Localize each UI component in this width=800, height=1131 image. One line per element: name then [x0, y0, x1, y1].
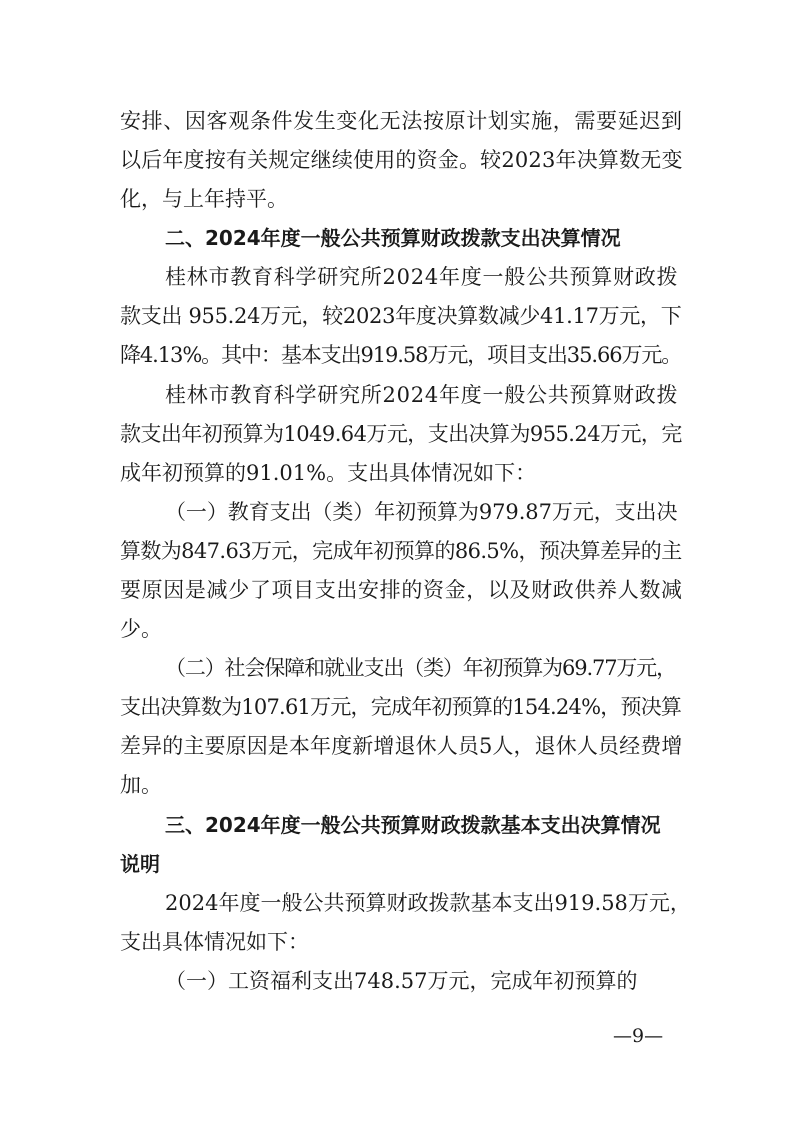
section-heading-2: 二、2024年度一般公共预算财政拨款支出决算情况: [165, 226, 621, 250]
paragraph-line: 少。: [120, 617, 162, 641]
paragraph-line: （一）工资福利支出748.57万元，完成年初预算的: [165, 969, 638, 993]
paragraph-line: 支出决算数为107.61万元，完成年初预算的154.24%，预决算: [120, 695, 682, 719]
section-heading-3: 三、2024年度一般公共预算财政拨款基本支出决算情况: [165, 813, 661, 837]
paragraph-line: （一）教育支出（类）年初预算为979.87万元，支出决: [165, 500, 678, 524]
paragraph-line: 差异的主要原因是本年度新增退休人员5人，退休人员经费增: [120, 734, 683, 758]
paragraph-line: 算数为847.63万元，完成年初预算的86.5%，预决算差异的主: [120, 539, 682, 563]
paragraph-line: 款支出 955.24万元，较2023年度决算数减少41.17万元，下: [120, 304, 682, 328]
paragraph-line: 要原因是减少了项目支出安排的资金，以及财政供养人数减: [120, 578, 683, 602]
section-heading-3-continued: 说明: [120, 852, 160, 876]
paragraph-line: 成年初预算的91.01%。支出具体情况如下：: [120, 461, 537, 485]
paragraph-line: 桂林市教育科学研究所2024年度一般公共预算财政拨: [165, 383, 679, 407]
paragraph-line: （二）社会保障和就业支出（类）年初预算为69.77万元，: [165, 656, 676, 680]
paragraph-line: 以后年度按有关规定继续使用的资金。较2023年决算数无变: [120, 148, 683, 172]
paragraph-line: 安排、因客观条件发生变化无法按原计划实施，需要延迟到: [120, 109, 683, 133]
paragraph-line: 加。: [120, 773, 162, 797]
paragraph-line: 降4.13%。其中：基本支出919.58万元，项目支出35.66万元。: [120, 343, 682, 367]
paragraph-line: 桂林市教育科学研究所2024年度一般公共预算财政拨: [165, 265, 679, 289]
paragraph-line: 化，与上年持平。: [120, 187, 288, 211]
page-number: —9—: [613, 1025, 664, 1047]
paragraph-line: 2024年度一般公共预算财政拨款基本支出919.58万元，: [165, 891, 691, 915]
paragraph-line: 支出具体情况如下：: [120, 930, 309, 954]
paragraph-line: 款支出年初预算为1049.64万元，支出决算为955.24万元，完: [120, 422, 682, 446]
